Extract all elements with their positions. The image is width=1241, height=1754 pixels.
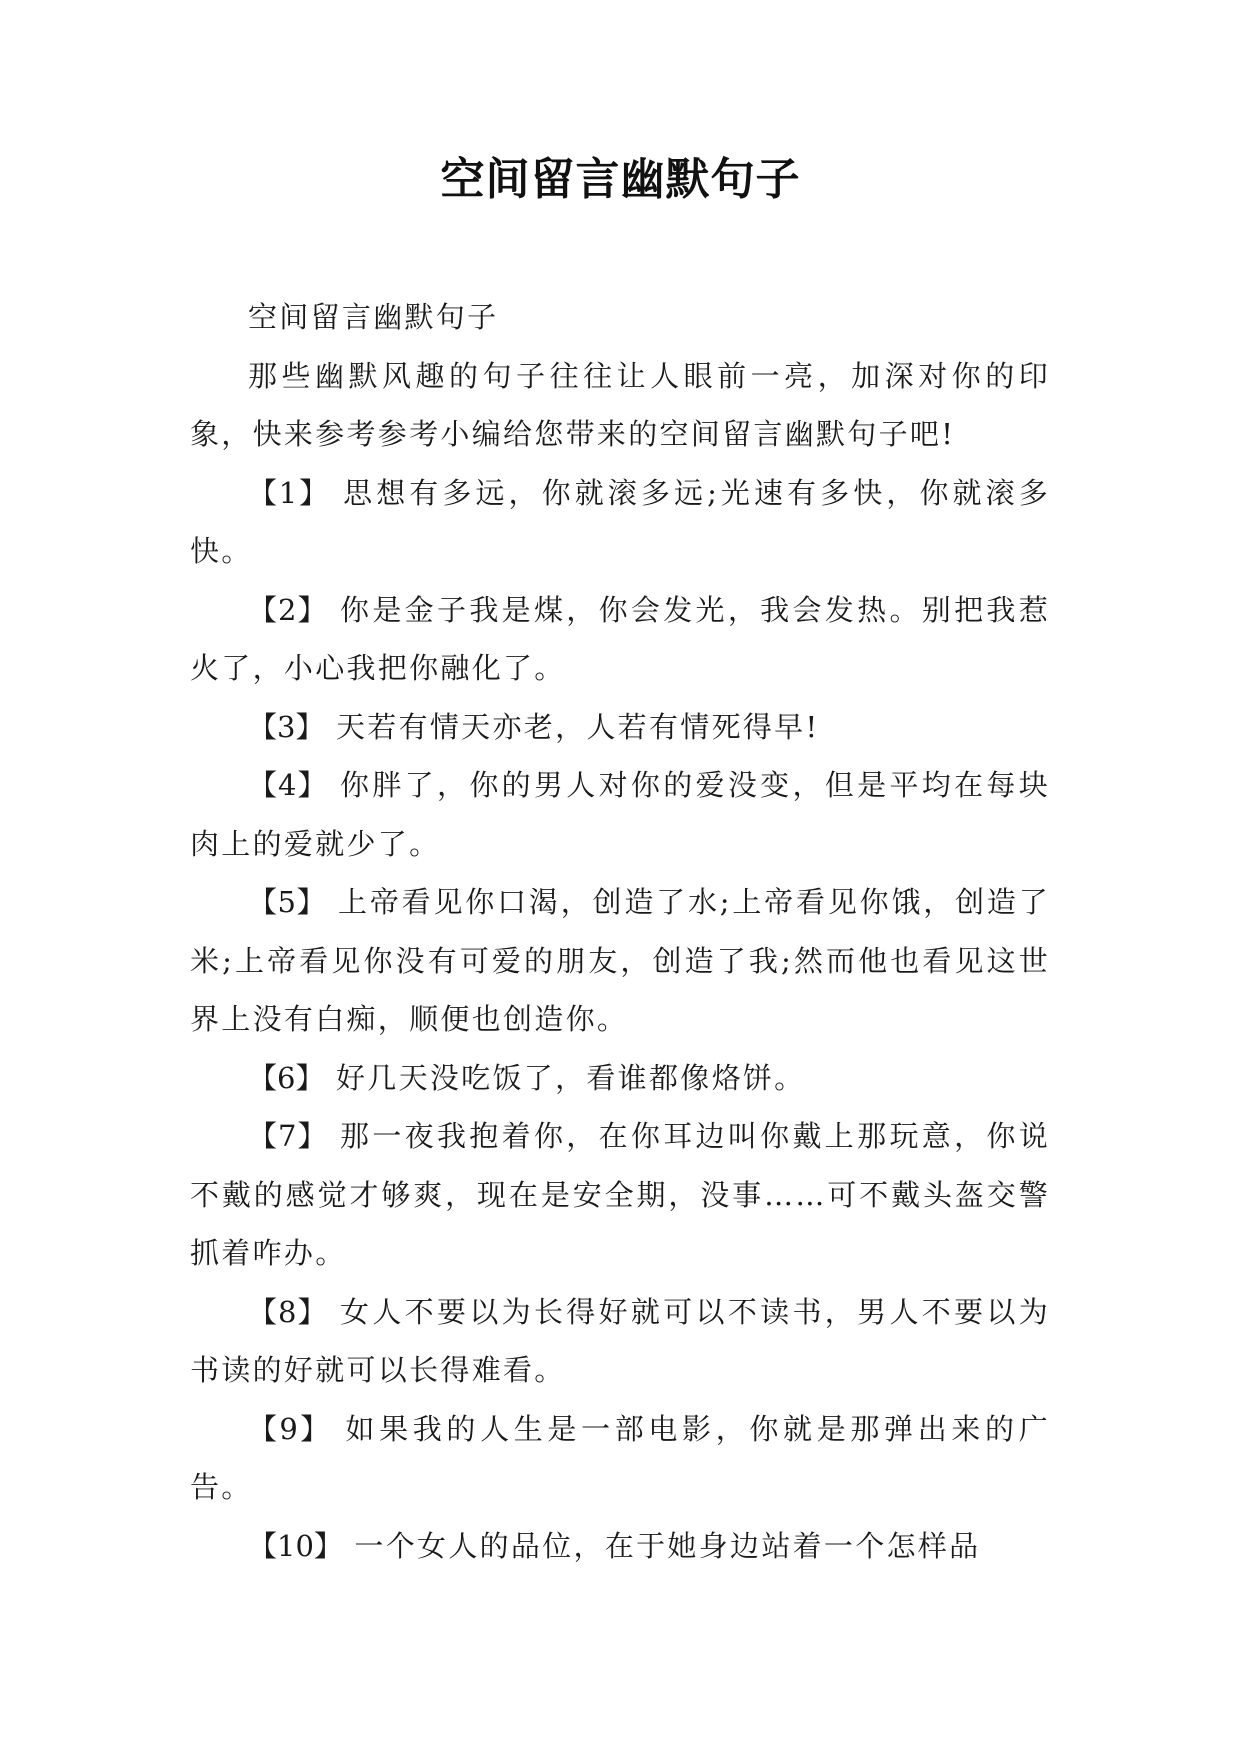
item-text: 你是金子我是煤，你会发光，我会发热。别把我惹火了，小心我把你融化了。: [190, 592, 1051, 685]
item-number: 【9】: [248, 1411, 332, 1446]
item-number: 【8】: [248, 1294, 328, 1329]
item-text: 你胖了，你的男人对你的爱没变，但是平均在每块肉上的爱就少了。: [190, 768, 1051, 861]
item-number: 【4】: [248, 768, 328, 802]
item-number: 【5】: [248, 885, 326, 919]
subtitle-paragraph: 空间留言幽默句子: [248, 300, 499, 334]
list-item: [190, 698, 1050, 757]
list-item: [190, 581, 1050, 698]
list-item: [190, 873, 1050, 1049]
item-number: 【10】: [248, 1528, 343, 1563]
item-number: 【2】: [248, 592, 328, 627]
item-text: 天若有情天亦老，人若有情死得早!: [324, 709, 820, 744]
item-number: 【6】: [248, 1060, 325, 1095]
list-item: [190, 464, 1050, 581]
item-number: 【1】: [248, 475, 330, 510]
list-item: [190, 756, 1050, 873]
item-text: 女人不要以为长得好就可以不读书，男人不要以为书读的好就可以长得难看。: [190, 1294, 1051, 1387]
item-text: 那一夜我抱着你，在你耳边叫你戴上那玩意，你说不戴的感觉才够爽，现在是安全期，没事……可不戴头盔交警抓着咋办。: [190, 1119, 1051, 1270]
item-text: 好几天没吃饭了，看谁都像烙饼。: [324, 1060, 806, 1095]
item-text: 一个女人的品位，在于她身边站着一个怎样品: [342, 1528, 981, 1563]
intro-paragraph: 那些幽默风趣的句子往往让人眼前一亮，加深对你的印象，快来参考参考小编给您带来的空间留言幽默句子吧!: [190, 358, 1050, 451]
item-number: 【3】: [248, 709, 325, 744]
item-number: 【7】: [248, 1119, 328, 1153]
item-text: 如果我的人生是一部电影，你就是那弹出来的广告。: [190, 1411, 1050, 1504]
list-item: [190, 1517, 1050, 1576]
list-item: [190, 1400, 1050, 1517]
item-text: 思想有多远，你就滚多远;光速有多快，你就滚多快。: [190, 475, 1050, 568]
item-text: 上帝看见你口渴，创造了水;上帝看见你饿，创造了米;上帝看见你没有可爱的朋友，创造了我;然而他也看见这世界上没有白痴，顺便也创造你。: [190, 885, 1050, 1036]
list-item: [190, 1283, 1050, 1400]
list-item: [190, 1107, 1050, 1283]
list-item: [190, 1049, 1050, 1108]
document-title: 空间留言幽默句子: [440, 154, 801, 205]
document-body: [190, 288, 1050, 1575]
